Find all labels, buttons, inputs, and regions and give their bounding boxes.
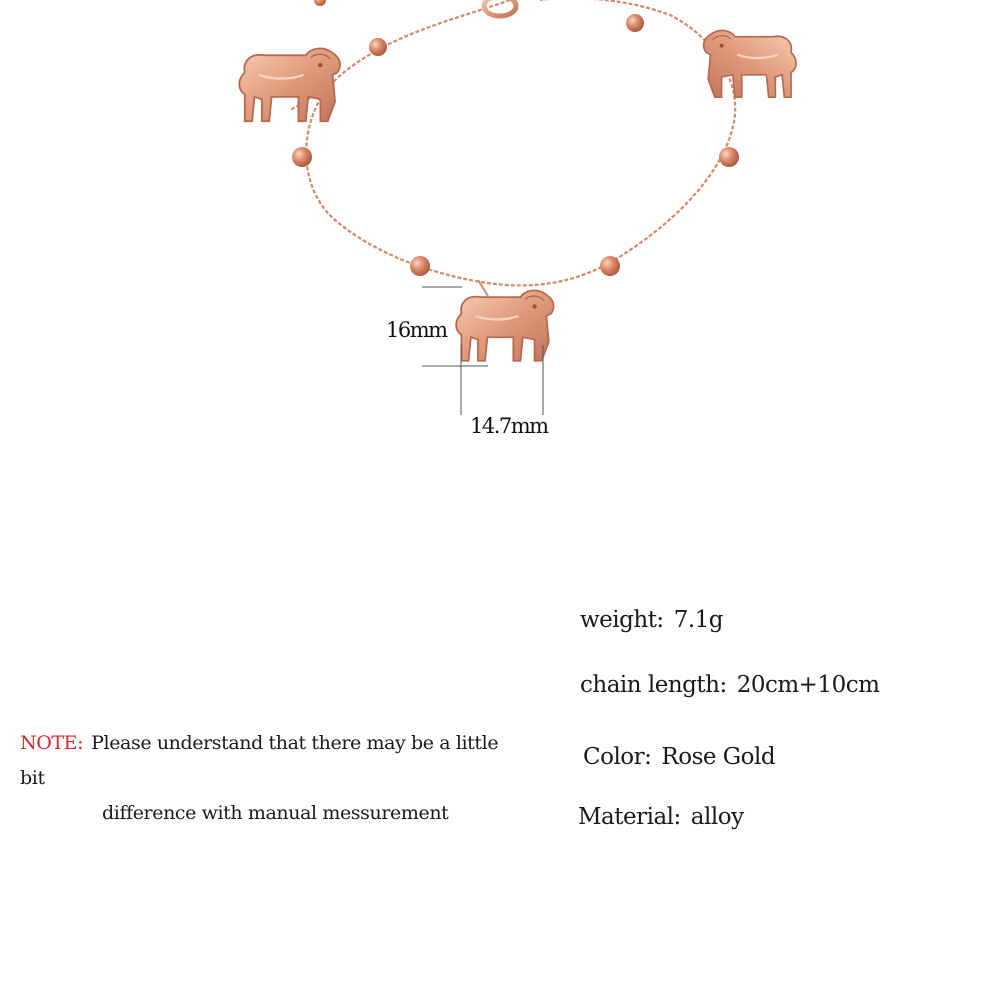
spec-material-value: alloy bbox=[690, 804, 744, 830]
spec-weight bbox=[580, 607, 723, 633]
bead bbox=[719, 147, 739, 167]
spec-material bbox=[578, 804, 744, 830]
dog-charm-center bbox=[456, 290, 553, 360]
spec-color bbox=[583, 744, 775, 770]
bead bbox=[600, 256, 620, 276]
bead bbox=[626, 14, 644, 32]
note-line-1: Please understand that there may be a little bit bbox=[20, 732, 499, 789]
dimension-width-label: 14.7mm bbox=[470, 414, 548, 438]
spec-chain-length bbox=[580, 672, 879, 698]
dimension-height-label: 16mm bbox=[386, 318, 447, 342]
bead bbox=[369, 38, 387, 56]
dog-charm-right bbox=[704, 30, 796, 97]
measurement-note bbox=[20, 726, 520, 831]
note-label: NOTE: bbox=[20, 732, 84, 754]
spec-material-label: Material: bbox=[578, 804, 681, 830]
spec-chain-label: chain length: bbox=[580, 672, 727, 698]
note-line-2: difference with manual messurement bbox=[102, 802, 449, 824]
clasp bbox=[484, 0, 516, 16]
spec-chain-value: 20cm+10cm bbox=[736, 672, 880, 698]
spec-color-value: Rose Gold bbox=[661, 744, 776, 770]
bead bbox=[410, 256, 430, 276]
dog-charm-left bbox=[239, 48, 340, 121]
bracelet-photo bbox=[0, 0, 1000, 450]
spec-weight-value: 7.1g bbox=[673, 607, 723, 633]
spec-weight-label: weight: bbox=[580, 607, 664, 633]
bead bbox=[292, 147, 312, 167]
spec-color-label: Color: bbox=[583, 744, 652, 770]
